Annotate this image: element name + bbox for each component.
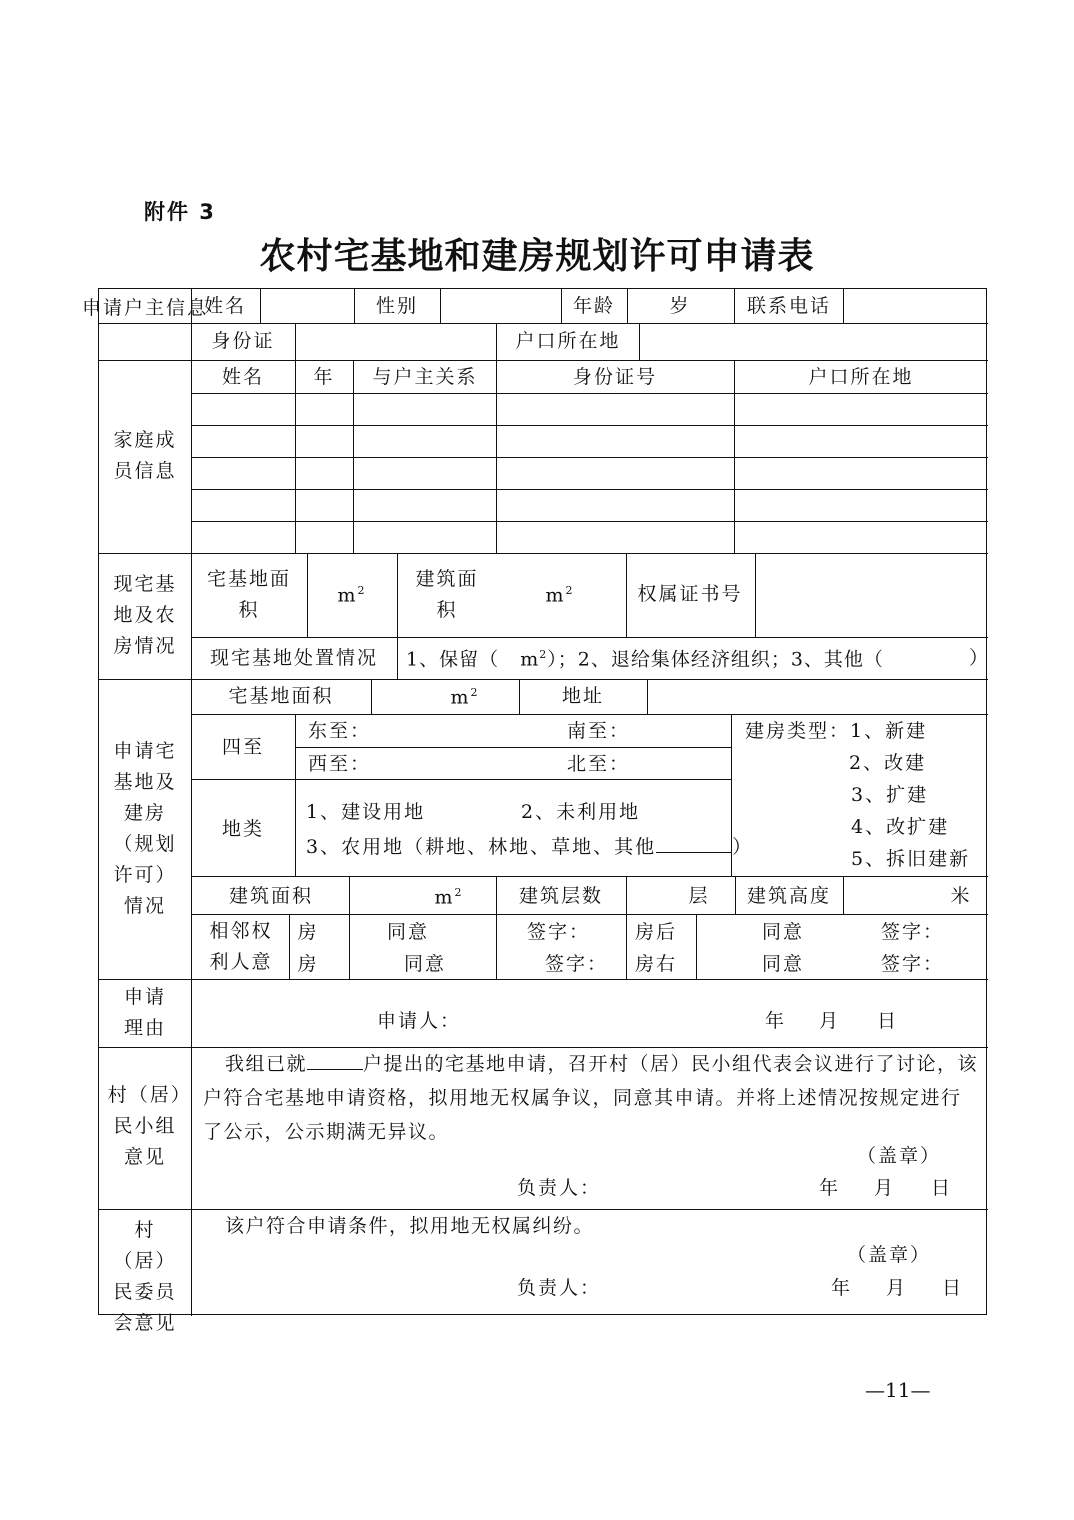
- build-type-demolish-new: 5、拆旧建新: [851, 848, 971, 870]
- neighbor-house-front: 房: [297, 921, 319, 943]
- application-form-table: [81, 288, 991, 1334]
- current-site-section-label: 现宅基地及农房情况: [113, 573, 177, 657]
- committee-year: 年: [831, 1277, 853, 1299]
- committee-opinion-text: 该户符合申请条件，拟用地无权属纠纷。: [225, 1215, 595, 1237]
- family-col-hukou: 户口所在地: [808, 366, 914, 388]
- neighbor-sign-3: 签字：: [545, 953, 609, 975]
- land-type-agricultural: 3、农用地（耕地、林地、草地、其他 ）: [306, 836, 754, 858]
- committee-month: 月: [886, 1277, 908, 1299]
- build-type-rebuild-expand: 4、改扩建: [851, 816, 950, 838]
- reason-month: 月: [819, 1010, 841, 1032]
- group-leader-label: 负责人：: [517, 1177, 602, 1199]
- neighbor-house-back: 房后: [634, 921, 678, 943]
- floors-label: 建筑层数: [518, 885, 604, 907]
- apply-site-section-label: 申请宅基地及建房（规划许可）情况: [113, 740, 177, 917]
- floor-area-unit: $m^2$: [434, 886, 464, 909]
- current-site-area-unit: $m^2$: [337, 584, 367, 607]
- neighbor-house-left: 房: [297, 953, 319, 975]
- north-label: 北至：: [567, 753, 631, 775]
- neighbor-agree-1: 同意: [386, 921, 430, 943]
- committee-leader-label: 负责人：: [517, 1277, 602, 1299]
- neighbor-house-right: 房右: [634, 953, 678, 975]
- hukou-label: 户口所在地: [515, 330, 621, 352]
- west-label: 西至：: [308, 753, 372, 775]
- age-unit: 岁: [669, 295, 691, 317]
- build-type-label: 建房类型：1、新建: [745, 720, 928, 742]
- neighbor-agree-2: 同意: [761, 921, 805, 943]
- attachment-label: 附件 3: [144, 200, 216, 224]
- page-number: —11—: [865, 1378, 931, 1402]
- neighbor-agree-4: 同意: [761, 953, 805, 975]
- build-type-expand: 3、扩建: [851, 784, 929, 806]
- group-opinion-section-label: 村（居）民小组意见: [107, 1084, 183, 1168]
- phone-label: 联系电话: [746, 295, 832, 317]
- family-col-relation: 与户主关系: [372, 366, 478, 388]
- neighbor-consent-label: 相邻权利人意: [209, 920, 273, 973]
- apply-site-area-unit: $m^2$: [450, 686, 480, 709]
- group-opinion-text: 我组已就 户提出的宅基地申请，召开村（居）民小组代表会议进行了讨论，该户符合宅基地申请资格，拟用地无权属争议，同意其申请。并将上述情况按规定进行了公示，公示期满无异议。: [203, 1053, 979, 1143]
- applicant-section-label: 申请户主信息: [81, 297, 209, 319]
- cert-no-label: 权属证书号: [637, 583, 743, 605]
- floor-area-label: 建筑面积: [228, 885, 314, 907]
- form-title: 农村宅基地和建房规划许可申请表: [259, 235, 815, 277]
- group-seal: （盖章）: [857, 1145, 942, 1167]
- floors-unit: 层: [688, 885, 710, 907]
- neighbor-sign-4: 签字：: [881, 953, 945, 975]
- disposal-options: 1、保留（ $m^2$）；2、退给集体经济组织；3、其他（: [406, 648, 884, 671]
- family-section-label: 家庭成员信息: [113, 429, 177, 482]
- reason-applicant-label: 申请人：: [377, 1010, 462, 1032]
- family-col-age: 年: [313, 366, 335, 388]
- reason-year: 年: [765, 1010, 787, 1032]
- neighbor-sign-1: 签字：: [527, 921, 591, 943]
- apply-site-area-label: 宅基地面积: [228, 685, 334, 707]
- land-type-unused: 2、未利用地: [521, 801, 641, 823]
- committee-seal: （盖章）: [847, 1244, 932, 1266]
- neighbor-agree-3: 同意: [403, 953, 447, 975]
- id-card-label: 身份证: [211, 330, 275, 352]
- family-col-name: 姓名: [221, 366, 265, 388]
- current-site-area-label: 宅基地面积: [206, 568, 291, 621]
- land-type-construction: 1、建设用地: [306, 801, 426, 823]
- family-col-id: 身份证号: [572, 366, 658, 388]
- gender-label: 性别: [375, 295, 419, 317]
- committee-opinion-section-label: 村（居）民委员会意见: [113, 1219, 177, 1334]
- current-building-area-label: 建筑面积: [415, 568, 479, 621]
- land-type-label: 地类: [221, 818, 265, 840]
- height-unit: 米: [950, 885, 972, 907]
- address-label: 地址: [561, 685, 605, 707]
- group-day: 日: [931, 1177, 953, 1199]
- reason-day: 日: [877, 1010, 899, 1032]
- group-year: 年: [819, 1177, 841, 1199]
- committee-day: 日: [942, 1277, 964, 1299]
- name-label: 姓名: [203, 295, 247, 317]
- disposal-label: 现宅基地处置情况: [209, 647, 379, 669]
- age-label: 年龄: [572, 295, 616, 317]
- group-month: 月: [874, 1177, 896, 1199]
- south-label: 南至：: [567, 720, 631, 742]
- neighbor-sign-2: 签字：: [881, 921, 945, 943]
- height-label: 建筑高度: [746, 885, 832, 907]
- disposal-close: ）: [969, 647, 991, 669]
- current-building-area-unit: $m^2$: [545, 584, 575, 607]
- east-label: 东至：: [308, 720, 372, 742]
- build-type-rebuild: 2、改建: [849, 752, 927, 774]
- reason-section-label: 申请理由: [123, 986, 166, 1039]
- boundaries-label: 四至: [221, 736, 265, 758]
